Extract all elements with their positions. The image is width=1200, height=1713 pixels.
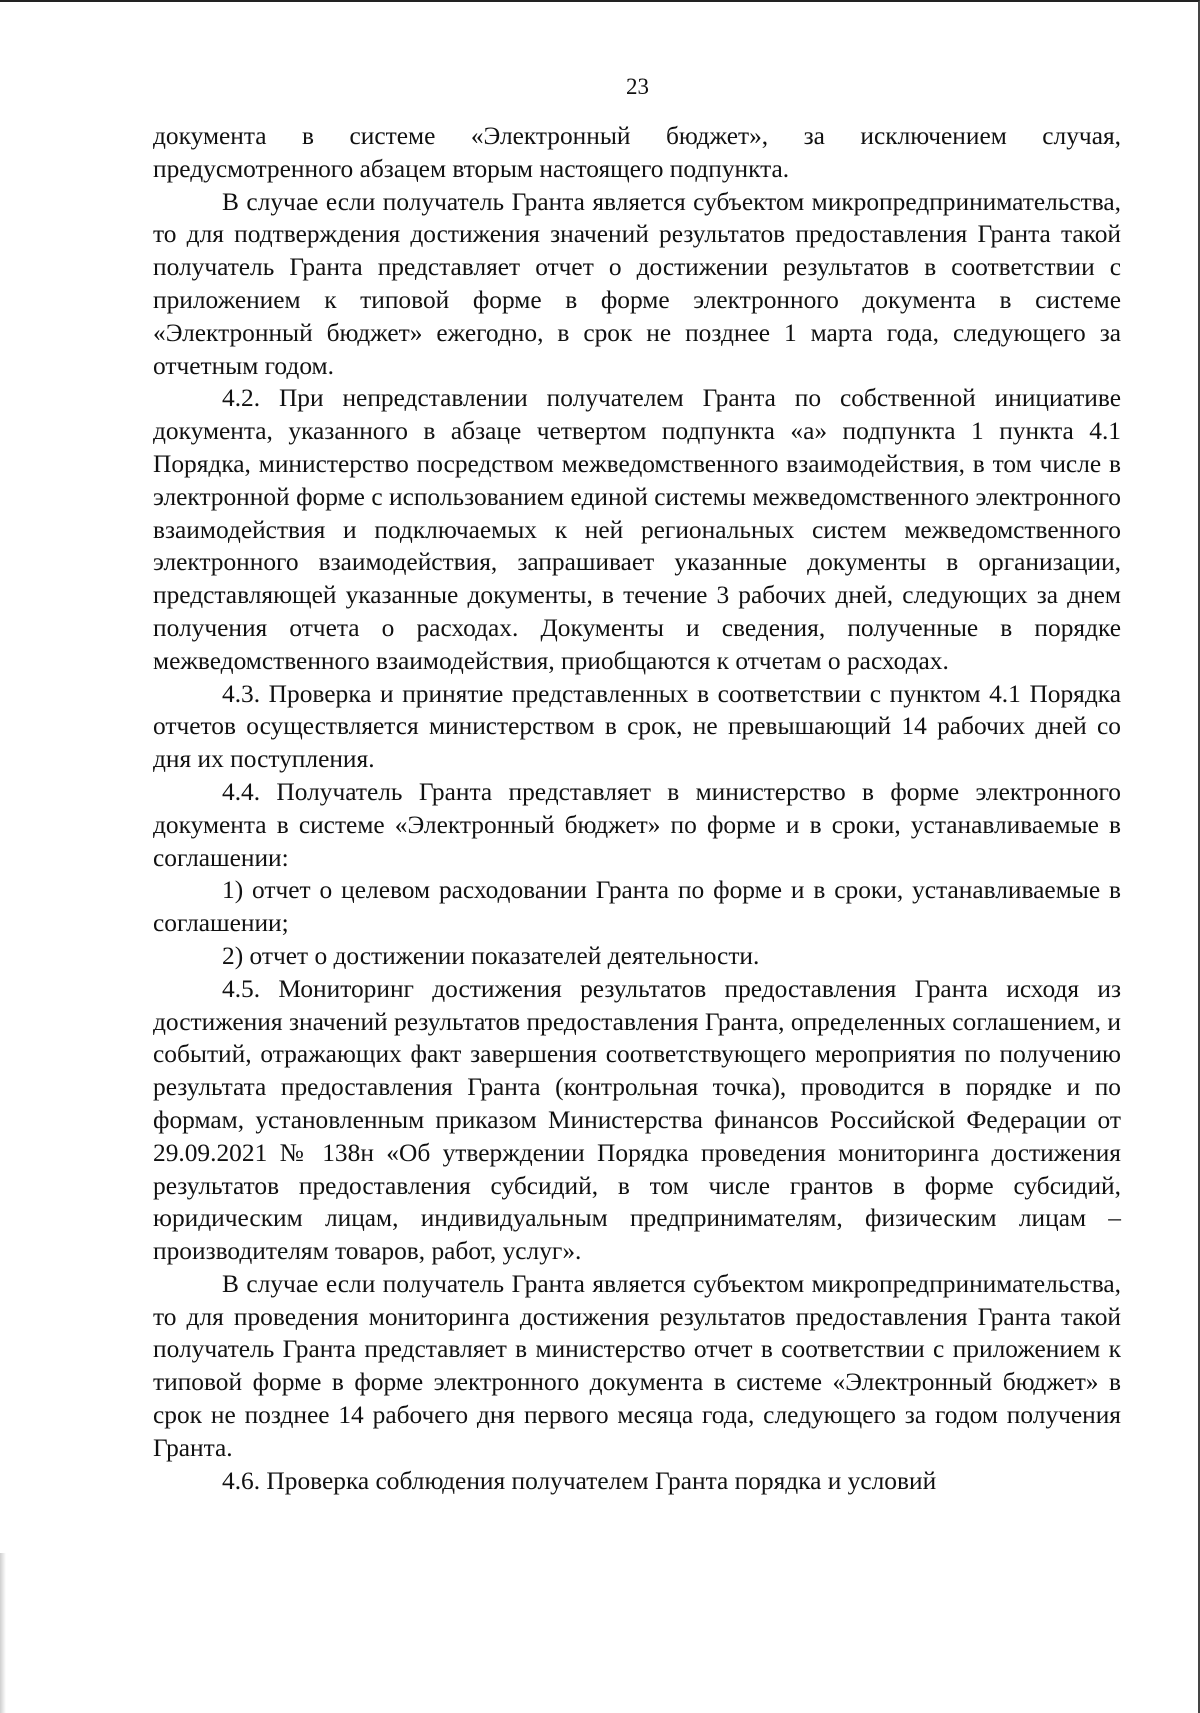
scan-edge-shadow <box>0 1553 6 1713</box>
paragraph-4-4-item-2: 2) отчет о достижении показателей деятельности. <box>222 941 760 970</box>
paragraph-continuation: документа в системе «Электронный бюджет», за исключением случая, предусмотренного абзацем вторым настоящего подпункта. <box>153 122 1121 183</box>
page-number: 23 <box>626 74 649 99</box>
paragraph-micro-entrepreneur-results: В случае если получатель Гранта является субъектом микропредпринимательства, то для подтверждения достижения значений результатов предоставления Гранта такой получатель Гранта представляет отчет о достижении результатов в соответствии с приложением к типовой форме в форме электронного документа в системе «Электронный бюджет» ежегодно, в срок не позднее 1 марта года, следующего за отчетным годом. <box>153 187 1121 380</box>
paragraph-4-2: 4.2. При непредставлении получателем Гранта по собственной инициативе документа, указанного в абзаце четвертом подпункта «а» подпункта 1 пункта 4.1 Порядка, министерство посредством межведомственного взаимодействия, в том числе в электронной форме с использованием единой системы межведомственного электронного взаимодействия и подключаемых к ней региональных систем межведомственного электронного взаимодействия, запрашивает указанные документы в организации, представляющей указанные документы, в течение 3 рабочих дней, следующих за днем получения отчета о расходах. Документы и сведения, полученные в порядке межведомственного взаимодействия, приобщаются к отчетам о расходах. <box>153 384 1121 675</box>
paragraph-4-4-item-1: 1) отчет о целевом расходовании Гранта по форме и в сроки, устанавливаемые в соглашении; <box>153 876 1121 938</box>
paragraph-4-5: 4.5. Мониторинг достижения результатов предоставления Гранта исходя из достижения значений результатов предоставления Гранта, определенных соглашением, и событий, отражающих факт завершения соответствующего мероприятия по получению результата предоставления Гранта (контрольная точка), проводится в порядке и по формам, установленным приказом Министерства финансов Российской Федерации от 29.09.2021 № 138н «Об утверждении Порядка проведения мониторинга достижения результатов предоставления субсидий, в том числе грантов в форме субсидий, юридическим лицам, индивидуальным предпринимателям, физическим лицам – производителям товаров, работ, услуг». <box>153 974 1121 1266</box>
paragraph-4-4: 4.4. Получатель Гранта представляет в министерство в форме электронного документа в системе «Электронный бюджет» по форме и в сроки, устанавливаемые в соглашении: <box>153 777 1121 872</box>
paragraph-4-3: 4.3. Проверка и принятие представленных в соответствии с пунктом 4.1 Порядка отчетов осуществляется министерством в срок, не превышающий 14 рабочих дней со дня их поступления. <box>153 679 1121 774</box>
paragraph-micro-entrepreneur-monitoring: В случае если получатель Гранта является субъектом микропредпринимательства, то для проведения мониторинга достижения результатов предоставления Гранта такой получатель Гранта представляет в министерство отчет в соответствии с приложением к типовой форме в форме электронного документа в системе «Электронный бюджет» в срок не позднее 14 рабочего дня первого месяца года, следующего за годом получения Гранта. <box>153 1269 1121 1462</box>
document-body <box>153 120 1121 1497</box>
paragraph-4-6: 4.6. Проверка соблюдения получателем Гранта порядка и условий <box>222 1466 937 1495</box>
